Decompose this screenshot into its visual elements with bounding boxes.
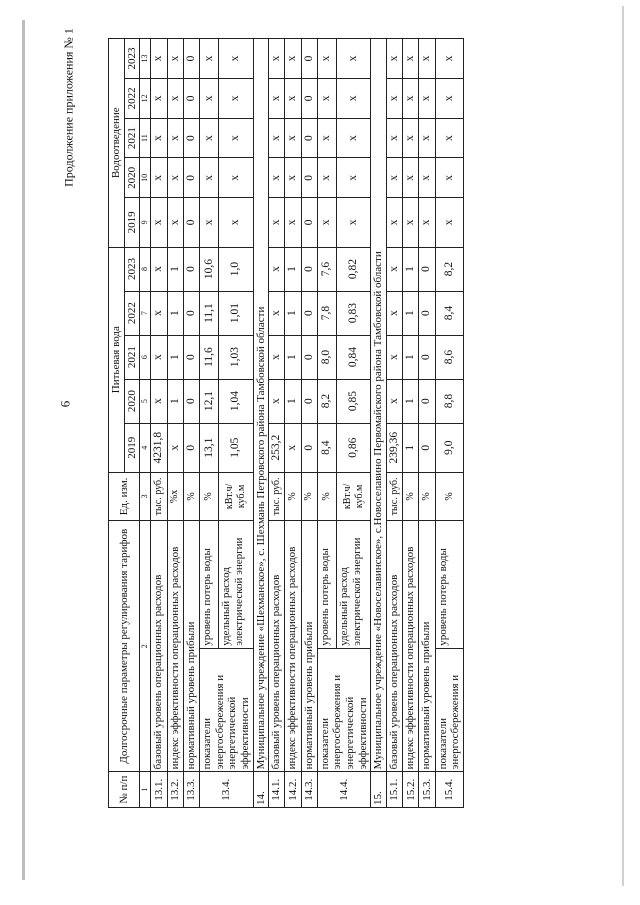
- drinking-water-value: х: [269, 247, 285, 291]
- param-subname: уровень потерь воды: [317, 520, 337, 648]
- drainage-value: х: [435, 158, 463, 198]
- drinking-water-value: х: [269, 291, 285, 335]
- table-wrapper: [108, 38, 588, 808]
- drinking-water-value: 0: [183, 247, 199, 291]
- drinking-water-value: 239,36: [387, 423, 403, 472]
- drainage-value: х: [403, 158, 419, 198]
- drainage-value: х: [167, 158, 183, 198]
- drainage-value: х: [337, 78, 371, 118]
- drainage-value: х: [317, 78, 337, 118]
- drinking-water-value: 253,2: [269, 423, 285, 472]
- drinking-water-value: 1: [285, 291, 301, 335]
- header-num: № п/п: [109, 772, 140, 808]
- table-row: [301, 39, 317, 808]
- unit-cell: %: [419, 472, 435, 520]
- param-subname: удельный расход электрической энергии: [337, 520, 371, 648]
- drinking-water-value: 0,82: [337, 247, 371, 291]
- drainage-value: х: [403, 39, 419, 79]
- drinking-water-value: х: [151, 247, 167, 291]
- unit-cell: кВт.ч/куб.м: [219, 472, 253, 520]
- drinking-water-value: 1,03: [219, 335, 253, 379]
- header-year: 2023: [124, 247, 140, 291]
- param-name: нормативный уровень прибыли: [183, 520, 199, 771]
- row-number: 14.4.: [317, 772, 371, 808]
- row-number: 13.4.: [199, 772, 253, 808]
- table-row: [419, 39, 435, 808]
- drainage-value: 0: [301, 158, 317, 198]
- drinking-water-value: 8,2: [435, 247, 463, 291]
- unit-cell: %х: [167, 472, 183, 520]
- drinking-water-value: 0: [183, 291, 199, 335]
- drinking-water-value: 11,6: [199, 335, 219, 379]
- drainage-value: х: [167, 78, 183, 118]
- unit-cell: кВт.ч/куб.м: [337, 472, 371, 520]
- header-year: 2022: [124, 291, 140, 335]
- header-unit: Ед. изм.: [109, 472, 140, 520]
- drinking-water-value: х: [151, 379, 167, 423]
- drainage-value: х: [317, 39, 337, 79]
- table-row: [269, 39, 285, 808]
- drinking-water-value: 9,0: [435, 423, 463, 472]
- drainage-value: х: [199, 158, 219, 198]
- drinking-water-value: 0,83: [337, 291, 371, 335]
- drinking-water-value: 8,6: [435, 335, 463, 379]
- drainage-value: х: [387, 158, 403, 198]
- unit-cell: тыс. руб.: [387, 472, 403, 520]
- drinking-water-value: 1: [285, 335, 301, 379]
- table-row: [435, 39, 463, 808]
- col-index: 3: [140, 472, 151, 520]
- drinking-water-value: 0: [183, 335, 199, 379]
- col-index: 12: [140, 78, 151, 118]
- drainage-value: 0: [301, 39, 317, 79]
- drinking-water-value: х: [387, 291, 403, 335]
- drainage-value: х: [317, 198, 337, 247]
- row-number: 15.4.: [435, 772, 463, 808]
- row-number: 14.: [253, 772, 269, 808]
- unit-cell: %: [403, 472, 419, 520]
- drinking-water-value: 8,2: [317, 379, 337, 423]
- drinking-water-value: 0: [301, 291, 317, 335]
- unit-cell: %: [435, 472, 463, 520]
- table-row: [285, 39, 301, 808]
- drinking-water-value: 8,4: [435, 291, 463, 335]
- drinking-water-value: 1: [403, 379, 419, 423]
- drinking-water-value: 0: [419, 379, 435, 423]
- drinking-water-value: 0: [419, 291, 435, 335]
- drainage-value: х: [419, 158, 435, 198]
- col-index: 11: [140, 118, 151, 158]
- drinking-water-value: 1: [167, 335, 183, 379]
- header-row-1: [109, 39, 125, 808]
- param-name: базовый уровень операционных расходов: [387, 520, 403, 771]
- drainage-value: х: [419, 39, 435, 79]
- unit-cell: тыс. руб.: [269, 472, 285, 520]
- page-number: 6: [57, 400, 73, 408]
- header-param: Долгосрочные параметры регулирования тарифов: [109, 520, 140, 771]
- unit-cell: %: [301, 472, 317, 520]
- appendix-caption: Продолжение приложения № 1: [61, 28, 76, 187]
- row-number: 15.2.: [403, 772, 419, 808]
- drinking-water-value: 0: [419, 423, 435, 472]
- drainage-value: 0: [301, 118, 317, 158]
- header-drinking-water: Питьевая вода: [109, 247, 125, 472]
- table-row: [317, 39, 337, 808]
- drinking-water-value: 0,85: [337, 379, 371, 423]
- drinking-water-value: х: [387, 247, 403, 291]
- drainage-value: х: [269, 39, 285, 79]
- drinking-water-value: 12,1: [199, 379, 219, 423]
- drinking-water-value: 13,1: [199, 423, 219, 472]
- drainage-value: х: [285, 118, 301, 158]
- header-year: 2023: [124, 39, 140, 79]
- drainage-value: х: [387, 78, 403, 118]
- param-name: индекс эффективности операционных расходов: [285, 520, 301, 771]
- header-year: 2020: [124, 158, 140, 198]
- row-number: 15.3.: [419, 772, 435, 808]
- drainage-value: 0: [183, 118, 199, 158]
- drinking-water-value: х: [151, 291, 167, 335]
- table-row: [199, 39, 219, 808]
- unit-cell: %: [285, 472, 301, 520]
- drainage-value: х: [403, 78, 419, 118]
- drinking-water-value: 1,01: [219, 291, 253, 335]
- row-number: 15.1.: [387, 772, 403, 808]
- drainage-value: х: [199, 78, 219, 118]
- drainage-value: х: [317, 118, 337, 158]
- drainage-value: х: [337, 39, 371, 79]
- row-number: 14.1.: [269, 772, 285, 808]
- col-index: 10: [140, 158, 151, 198]
- param-name: индекс эффективности операционных расходов: [403, 520, 419, 771]
- drainage-value: х: [435, 198, 463, 247]
- drinking-water-value: 1: [167, 291, 183, 335]
- drainage-value: х: [219, 78, 253, 118]
- drainage-value: х: [435, 39, 463, 79]
- param-subname: удельный расход электрической энергии: [219, 520, 253, 648]
- row-number: 14.2.: [285, 772, 301, 808]
- table-row: [151, 39, 167, 808]
- scan-edge-right: [622, 6, 624, 886]
- col-index: 5: [140, 379, 151, 423]
- drinking-water-value: 1,05: [219, 423, 253, 472]
- rotated-table-area: [108, 38, 588, 808]
- drinking-water-value: 1: [403, 247, 419, 291]
- drinking-water-value: 11,1: [199, 291, 219, 335]
- drinking-water-value: 0: [301, 335, 317, 379]
- row-number: 14.3.: [301, 772, 317, 808]
- col-index: 13: [140, 39, 151, 79]
- unit-cell: %: [317, 472, 337, 520]
- drainage-value: х: [151, 78, 167, 118]
- drinking-water-value: 8,0: [317, 335, 337, 379]
- drainage-value: х: [387, 39, 403, 79]
- table-row: [387, 39, 403, 808]
- drainage-value: х: [151, 39, 167, 79]
- drainage-value: х: [285, 198, 301, 247]
- param-subname: уровень потерь воды: [199, 520, 219, 648]
- header-year: 2021: [124, 118, 140, 158]
- drinking-water-value: х: [285, 423, 301, 472]
- section-title: Муниципальное учреждение «Новоселавинское», с.Новоселавино Первомайского района Тамбовской области: [371, 39, 387, 772]
- drainage-value: х: [219, 158, 253, 198]
- drainage-value: х: [435, 118, 463, 158]
- drinking-water-value: х: [387, 335, 403, 379]
- drinking-water-value: 0: [183, 423, 199, 472]
- drainage-value: х: [219, 198, 253, 247]
- drainage-value: х: [435, 78, 463, 118]
- drainage-value: х: [285, 158, 301, 198]
- param-name: базовый уровень операционных расходов: [269, 520, 285, 771]
- drainage-value: х: [387, 198, 403, 247]
- drinking-water-value: 4231,8: [151, 423, 167, 472]
- row-number: 13.3.: [183, 772, 199, 808]
- header-year: 2020: [124, 379, 140, 423]
- drinking-water-value: 1: [167, 247, 183, 291]
- drinking-water-value: 1: [285, 379, 301, 423]
- col-index: 6: [140, 335, 151, 379]
- drainage-value: х: [167, 39, 183, 79]
- drinking-water-value: 0: [301, 379, 317, 423]
- drainage-value: 0: [183, 39, 199, 79]
- header-year: 2022: [124, 78, 140, 118]
- drainage-value: х: [167, 118, 183, 158]
- drainage-value: х: [151, 118, 167, 158]
- header-year: 2021: [124, 335, 140, 379]
- table-row: [167, 39, 183, 808]
- drinking-water-value: х: [167, 423, 183, 472]
- section-row: [371, 39, 387, 808]
- drinking-water-value: 0,84: [337, 335, 371, 379]
- drinking-water-value: х: [151, 335, 167, 379]
- col-index: 9: [140, 198, 151, 247]
- drinking-water-value: 0: [183, 379, 199, 423]
- drainage-value: х: [151, 158, 167, 198]
- drinking-water-value: 0: [419, 247, 435, 291]
- param-name: показатели энергосбережения и энергетической эффективности: [317, 648, 371, 772]
- drinking-water-value: 1: [167, 379, 183, 423]
- param-name: нормативный уровень прибыли: [301, 520, 317, 771]
- drainage-value: х: [337, 158, 371, 198]
- row-number: 15.: [371, 772, 387, 808]
- param-name: индекс эффективности операционных расходов: [167, 520, 183, 771]
- col-index: 4: [140, 423, 151, 472]
- drainage-value: х: [317, 158, 337, 198]
- drinking-water-value: 1: [403, 335, 419, 379]
- col-index: 2: [140, 520, 151, 771]
- drainage-value: 0: [183, 78, 199, 118]
- drainage-value: х: [269, 158, 285, 198]
- drinking-water-value: 0,86: [337, 423, 371, 472]
- drinking-water-value: 1,04: [219, 379, 253, 423]
- drainage-value: х: [285, 78, 301, 118]
- drainage-value: х: [269, 78, 285, 118]
- drainage-value: х: [167, 198, 183, 247]
- drinking-water-value: х: [269, 379, 285, 423]
- unit-cell: %: [183, 472, 199, 520]
- drinking-water-value: х: [269, 335, 285, 379]
- header-year: 2019: [124, 423, 140, 472]
- drainage-value: х: [269, 198, 285, 247]
- column-index-row: [140, 39, 151, 808]
- drainage-value: х: [199, 198, 219, 247]
- drinking-water-value: 10,6: [199, 247, 219, 291]
- param-name: базовый уровень операционных расходов: [151, 520, 167, 771]
- drainage-value: х: [419, 78, 435, 118]
- section-row: [253, 39, 269, 808]
- drinking-water-value: 0: [301, 423, 317, 472]
- param-subname: уровень потерь воды: [435, 520, 463, 648]
- param-name: показатели энергосбережения и энергетической эффективности: [199, 648, 253, 772]
- drinking-water-value: 8,8: [435, 379, 463, 423]
- drinking-water-value: 7,8: [317, 291, 337, 335]
- unit-cell: тыс. руб.: [151, 472, 167, 520]
- drainage-value: х: [219, 118, 253, 158]
- drainage-value: 0: [301, 198, 317, 247]
- scan-edge-left: [22, 20, 25, 880]
- drainage-value: х: [151, 198, 167, 247]
- col-index: 1: [140, 772, 151, 808]
- drinking-water-value: 1: [403, 291, 419, 335]
- drainage-value: х: [403, 118, 419, 158]
- tariff-parameters-table: [108, 38, 464, 808]
- drainage-value: 0: [301, 78, 317, 118]
- drinking-water-value: 1: [403, 423, 419, 472]
- drinking-water-value: 1,0: [219, 247, 253, 291]
- header-year: 2019: [124, 198, 140, 247]
- drainage-value: х: [337, 198, 371, 247]
- param-name: показатели энергосбережения и: [435, 648, 463, 772]
- col-index: 8: [140, 247, 151, 291]
- drainage-value: х: [403, 198, 419, 247]
- drinking-water-value: 0: [301, 247, 317, 291]
- header-drainage: Водоотведение: [109, 39, 125, 248]
- table-row: [403, 39, 419, 808]
- drinking-water-value: х: [387, 379, 403, 423]
- table-row: [183, 39, 199, 808]
- drainage-value: х: [419, 118, 435, 158]
- drainage-value: 0: [183, 198, 199, 247]
- unit-cell: %: [199, 472, 219, 520]
- drainage-value: х: [387, 118, 403, 158]
- drinking-water-value: 0: [419, 335, 435, 379]
- drainage-value: 0: [183, 158, 199, 198]
- drinking-water-value: 8,4: [317, 423, 337, 472]
- col-index: 7: [140, 291, 151, 335]
- drinking-water-value: 1: [285, 247, 301, 291]
- drainage-value: х: [337, 118, 371, 158]
- drainage-value: х: [219, 39, 253, 79]
- row-number: 13.2.: [167, 772, 183, 808]
- drainage-value: х: [199, 39, 219, 79]
- drainage-value: х: [285, 39, 301, 79]
- param-name: нормативный уровень прибыли: [419, 520, 435, 771]
- drinking-water-value: 7,6: [317, 247, 337, 291]
- drainage-value: х: [419, 198, 435, 247]
- drainage-value: х: [199, 118, 219, 158]
- section-title: Муниципальное учреждение «Шехманское», с. Шехмань Петровского района Тамбовской области: [253, 39, 269, 772]
- drainage-value: х: [269, 118, 285, 158]
- row-number: 13.1.: [151, 772, 167, 808]
